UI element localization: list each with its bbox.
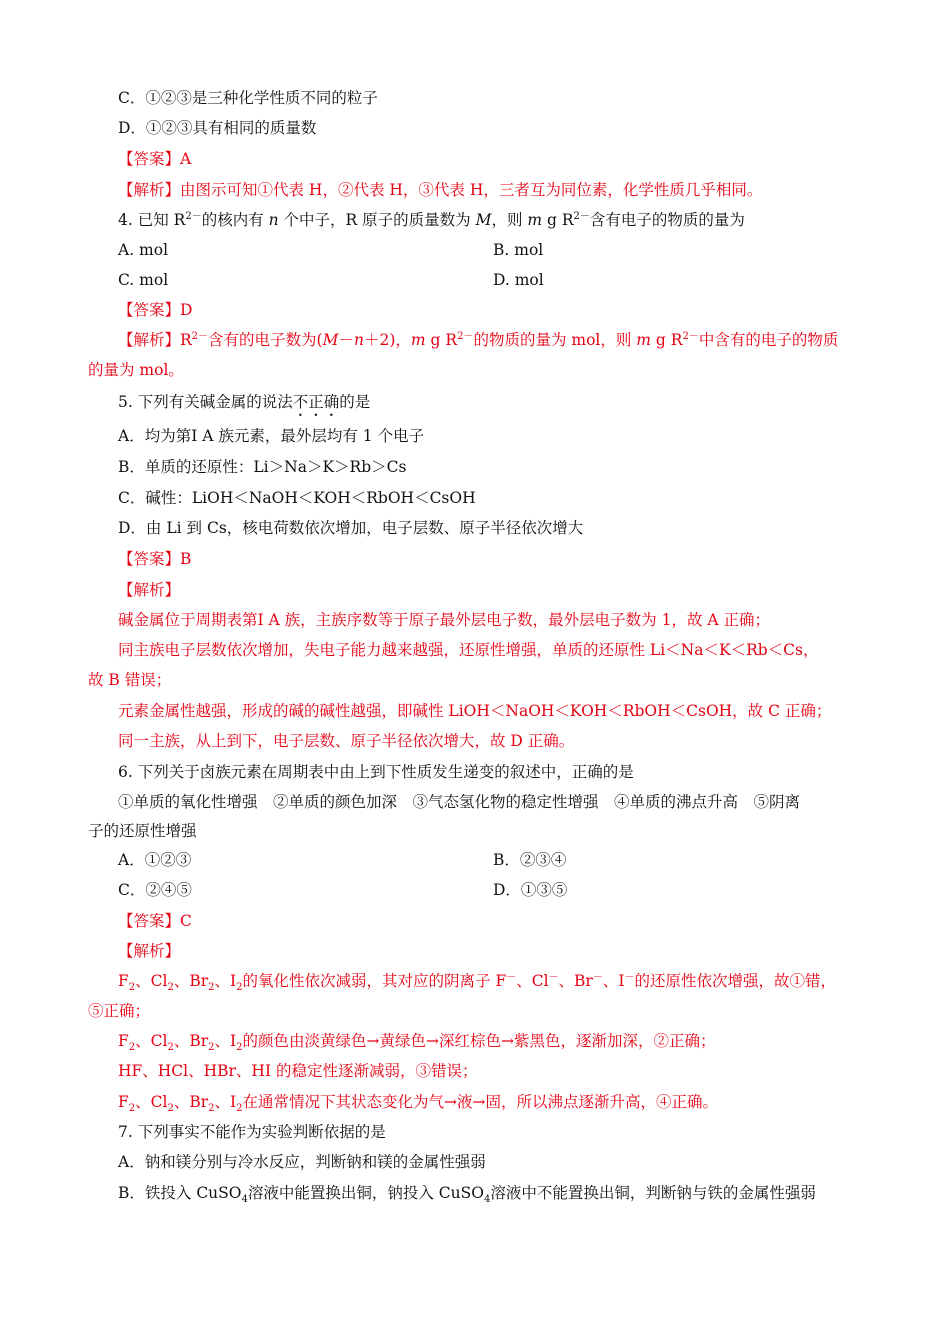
q6-explanation-4: $F_2$、$Cl_2$、$Br_2$、$I_2$在通常情况下其状态变化为气→液→固，所以沸点逐渐升高，④正确。 [118,1093,719,1115]
q4-option-d: D. mol [493,271,544,289]
q5-explanation-4: 同一主族，从上到下，电子层数、原子半径依次增大，故 D 正确。 [118,732,575,750]
q6-option-d: D．①③⑤ [493,881,568,899]
q3-explanation: 【解析】由图示可知①代表 H，②代表 H，③代表 H，三者互为同位素，化学性质几乎相同。 [118,181,763,199]
q4-option-a: A. mol [118,241,169,259]
q6-explanation-3: HF、HCl、HBr、HI 的稳定性逐渐减弱，③错误； [118,1062,478,1080]
q5-explanation-2: 同主族电子层数依次增加，失电子能力越来越强，还原性增强，单质的还原性 Li＜Na＜K＜Rb＜Cs， [118,641,819,659]
q5-answer: 【答案】B [118,550,192,568]
q6-stem: 6. 下列关于卤族元素在周期表中由上到下性质发生递变的叙述中，正确的是 [118,763,634,781]
q6-explanation-1b: ⑤正确； [88,1002,151,1020]
emphasis-text: 不正确 [292,393,340,411]
q5-explanation-1: 碱金属位于周期表第Ⅰ A 族，主族序数等于原子最外层电子数，最外层电子数为 1，故 A 正确； [118,611,771,629]
q7-option-a: A．钠和镁分别与冷水反应，判断钠和镁的金属性强弱 [118,1153,486,1171]
q6-explanation-1: $F_2$、$Cl_2$、$Br_2$、$I_2$的氧化性依次减弱，其对应的阴离子 F－、Cl－、Br－、I－的还原性依次增强，故①错， [118,971,836,994]
q5-explanation-3: 元素金属性越强，形成的碱的碱性越强，即碱性 LiOH＜NaOH＜KOH＜RbOH＜CsOH，故 C 正确； [118,702,832,720]
q4-explanation-line2: 的量为 mol。 [88,361,184,379]
q4-explanation: 【解析】$R^{2-}$含有的电子数为(M－n＋2)，m g $R^{2-}$的物质的量为 mol，则 m g $R^{2-}$中含有的电子的物质 [118,330,839,349]
q7-option-b: B．铁投入 CuSO$_4$溶液中能置换出铜，钠投入 CuSO$_4$溶液中不能置换出铜，判断钠与铁的金属性强弱 [118,1184,816,1206]
q5-option-a: A．均为第Ⅰ A 族元素，最外层均有 1 个电子 [118,427,425,445]
q4-answer: 【答案】D [118,301,193,319]
q3-answer: 【答案】A [118,150,192,168]
q5-option-d: D．由 Li 到 Cs，核电荷数依次增加，电子层数、原子半径依次增大 [118,519,584,537]
q6-items-line2: 子的还原性增强 [88,822,197,840]
q6-option-a: A．①②③ [118,851,192,869]
q7-stem: 7. 下列事实不能作为实验判断依据的是 [118,1123,386,1141]
q3-option-d: D．①②③具有相同的质量数 [118,119,317,137]
q4-option-c: C. mol [118,271,169,289]
q5-stem: 5. 下列有关碱金属的说法不正确的是 [118,393,371,411]
q6-explanation-title: 【解析】 [118,942,181,960]
q3-option-c: C．①②③是三种化学性质不同的粒子 [118,89,378,107]
q5-option-b: B．单质的还原性：Li＞Na＞K＞Rb＞Cs [118,458,407,476]
q4-option-b: B. mol [493,241,544,259]
q6-option-b: B．②③④ [493,851,567,869]
q5-explanation-2b: 故 B 错误； [88,671,172,689]
q6-option-c: C．②④⑤ [118,881,192,899]
q5-option-c: C．碱性：LiOH＜NaOH＜KOH＜RbOH＜CsOH [118,489,476,507]
q4-stem: 4. 已知 $R^{2-}$的核内有 n 个中子，R 原子的质量数为 M，则 m g $R^{2-}$含有电子的物质的量为 [118,210,745,229]
q6-items: ①单质的氧化性增强 ②单质的颜色加深 ③气态氢化物的稳定性增强 ④单质的沸点升高 ⑤阴离 [118,793,801,811]
q6-explanation-2: $F_2$、$Cl_2$、$Br_2$、$I_2$的颜色由淡黄绿色→黄绿色→深红棕色→紫黑色，逐渐加深，②正确； [118,1032,716,1054]
q5-explanation-title: 【解析】 [118,581,181,599]
q6-answer: 【答案】C [118,912,192,930]
